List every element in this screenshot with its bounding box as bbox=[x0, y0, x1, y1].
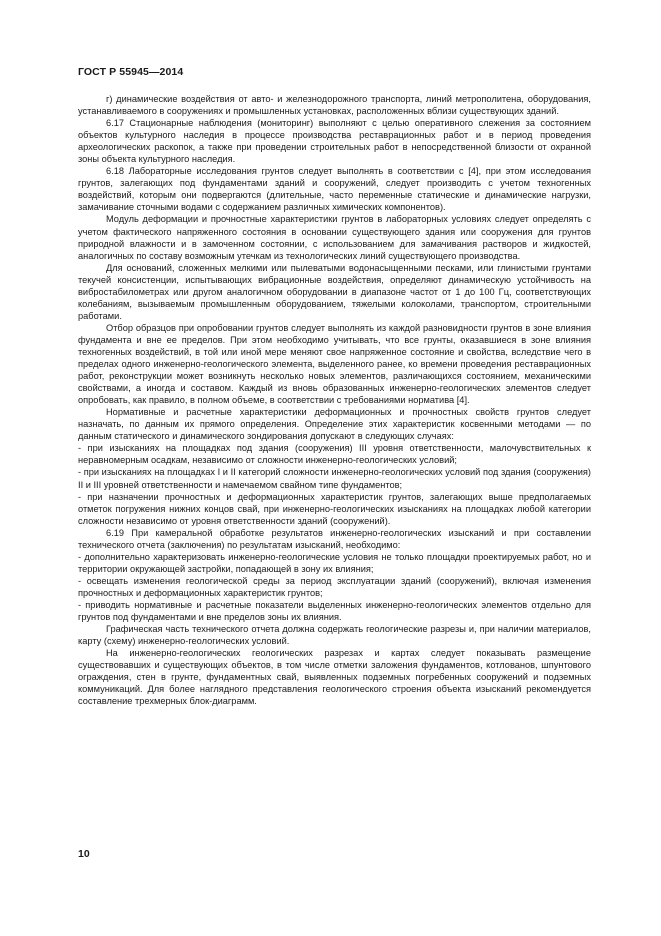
paragraph: Для оснований, сложенных мелкими или пылеватыми водонасыщенными песками, или глинистыми грунтами текучей консистенции, испытывающих вибрационные воздействия, определяют динамическую устойчивость на вибростабилометрах или другом аналогичном оборудовании в диапазоне частот от 1 до 100 Гц, соответствующих колебаниям, вызываемым промышленным оборудованием, тяжелыми колоколами, транспортом, строительными работами. bbox=[78, 262, 591, 321]
paragraph: Модуль деформации и прочностные характеристики грунтов в лабораторных условиях следует определять с учетом фактического напряженного состояния в основании существующего здания или сооружения для грунтов природной влажности и в замоченном состоянии, с использованием для замачивания растворов и жидкостей, аналогичных по составу возможным утечкам из технологических линий существующего производства. bbox=[78, 214, 591, 261]
paragraph: г) динамические воздействия от авто- и железнодорожного транспорта, линий метрополитена, оборудования, устанавливаемого в сооружениях и промышленных установках, расположенных вблизи существующих зданий. bbox=[78, 94, 591, 117]
paragraph: 6.18 Лабораторные исследования грунтов следует выполнять в соответствии с [4], при этом исследования грунтов, залегающих под фундаментами зданий и сооружений, следует производить с учетом техногенных воздействий, которым они подвергаются (длительные, часто переменные статические и динамические нагрузки, замачивание сточными водами с содержанием различных химических компонентов). bbox=[78, 166, 591, 213]
paragraph: Нормативные и расчетные характеристики деформационных и прочностных свойств грунтов следует назначать, по данным их прямого определения. Определение этих характеристик косвенными методами — по данным статического и динамического зондирования допускают в следующих случаях: bbox=[78, 407, 591, 442]
list-item: - при изысканиях на площадках I и II категорий сложности инженерно-геологических условий под здания (сооружения) II и III уровней ответственности и намечаемом свайном типе фундаментов; bbox=[78, 467, 591, 490]
list-item: - дополнительно характеризовать инженерно-геологические условия не только площадки проектируемых работ, но и территории окружающей застройки, попадающей в зону их влияния; bbox=[78, 551, 591, 574]
paragraph: 6.19 При камеральной обработке результатов инженерно-геологических изысканий и при составлении технического отчета (заключения) по результатам изысканий, необходимо: bbox=[78, 527, 591, 550]
document-body bbox=[78, 93, 591, 707]
list-item: - при назначении прочностных и деформационных характеристик грунтов, залегающих выше предполагаемых отметок погружения нижних концов свай, при инженерно-геологических изысканиях на площадках любой категории сложности независимо от уровня ответственности зданий (сооружений). bbox=[78, 491, 591, 526]
paragraph: Отбор образцов при опробовании грунтов следует выполнять из каждой разновидности грунтов в зоне влияния фундамента и вне ее пределов. При этом необходимо учитывать, что все грунты, оказавшиеся в зоне влияния техногенных воздействий, в той или иной мере меняют свое напряженное состояние и свойства, вследствие чего в пределах одного инженерно-геологического элемента, выделенного ранее, ко времени проведения реставрационных работ, реконструкции может возникнуть несколько новых элементов, различающихся состоянием, механическими свойствами, а иногда и составом. Каждый из вновь образованных инженерно-геологических элементов следует опробовать, как правило, в полном объеме, в соответствии с требованиями норматива [4]. bbox=[78, 322, 591, 406]
standard-code-header: ГОСТ Р 55945—2014 bbox=[78, 66, 184, 78]
paragraph: 6.17 Стационарные наблюдения (мониторинг) выполняют с целью оперативного слежения за состоянием объектов культурного наследия в процессе производства реставрационных работ и в период проведения археологических раскопок, а также при проведении строительных работ в непосредственной близости от охранной зоны объекта культурного наследия. bbox=[78, 118, 591, 165]
list-item: - освещать изменения геологической среды за период эксплуатации зданий (сооружений), включая изменения прочностных и деформационных характеристик грунтов; bbox=[78, 575, 591, 598]
page-number: 10 bbox=[78, 848, 90, 860]
paragraph: На инженерно-геологических геологических разрезах и картах следует показывать размещение существовавших и существующих объектов, в том числе отметки заложения фундаментов, котлованов, шпунтового ограждения, стен в грунте, фундаментных свай, выявленных подземных погребенных сооружений и подземных коммуникаций. Для более наглядного представления геологического строения объекта изысканий рекомендуется составление трехмерных блок-диаграмм. bbox=[78, 648, 591, 707]
list-item: - приводить нормативные и расчетные показатели выделенных инженерно-геологических элементов отдельно для грунтов под фундаментами и вне пределов зоны их влияния. bbox=[78, 599, 591, 623]
paragraph: Графическая часть технического отчета должна содержать геологические разрезы и, при наличии материалов, карту (схему) инженерно-геологических условий. bbox=[78, 624, 591, 647]
list-item: - при изысканиях на площадках под здания (сооружения) III уровня ответственности, малочувствительных к неравномерным осадкам, независимо от сложности инженерно-геологических условий; bbox=[78, 443, 591, 466]
